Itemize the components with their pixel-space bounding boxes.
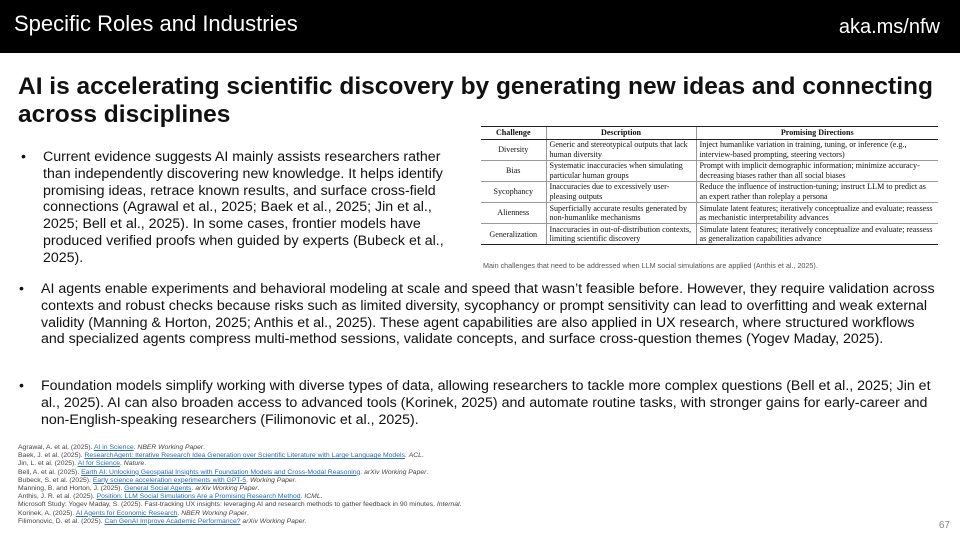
ref-link[interactable]: AI Agents for Economic Research	[75, 509, 178, 517]
header-bar	[0, 0, 960, 53]
ref-venue: NBER Working Paper	[137, 444, 204, 451]
ref-authors: Manning, B. and Horton, J. (2025).	[18, 485, 125, 493]
ref-venue: arXiv Working Paper	[242, 517, 305, 525]
bullet-text: Foundation models simplify working with diverse types of data, allowing researchers to tackle more complex questions (Bell et al., 2025; Jin et al., 2025). AI can also broaden access to advanced tools (Korinek, 2025) and automate routine tasks, with stronger gains for early-career and non-English-speaking researchers (Filimonovic et al., 2025).	[41, 378, 931, 428]
ref-venue: arXiv Working Paper	[195, 485, 258, 493]
ref-end: .	[246, 509, 249, 517]
table-row	[481, 181, 938, 202]
table-row	[481, 139, 938, 160]
ref-authors: Bell, A. et al. (2025).	[18, 468, 82, 476]
challenge-cell: Sycophancy	[481, 181, 546, 202]
column-header: Promising Directions	[696, 127, 938, 140]
reference-item	[18, 493, 718, 501]
ref-sep: .	[191, 485, 196, 493]
challenges-table	[481, 126, 938, 245]
challenge-cell: Alienness	[481, 203, 546, 224]
ref-end: .	[320, 493, 323, 501]
table-caption: Main challenges that need to be addressed when LLM social simulations are applied (Anthis et al., 2025).	[483, 261, 818, 270]
table-row	[481, 160, 938, 181]
reference-item	[18, 510, 718, 518]
table-row	[481, 203, 938, 224]
reference-item	[18, 501, 718, 509]
reference-item	[18, 485, 718, 493]
ref-link[interactable]: Can GenAI Improve Academic Performance?	[104, 517, 241, 525]
section-title: Specific Roles and Industries	[14, 11, 298, 36]
bullet-marker: •	[19, 378, 24, 394]
ref-end: .	[203, 444, 206, 451]
direction-cell: Reduce the influence of instruction-tuning; instruct LLM to predict as an expert rather than roleplay a persona	[696, 181, 938, 202]
bullet-foundation-models	[19, 378, 941, 428]
ref-link[interactable]: AI in Science	[93, 444, 134, 451]
page-number: 67	[938, 520, 950, 531]
bullet-text: Current evidence suggests AI mainly assists researchers rather than independently discovering new knowledge. It helps identify promising ideas, retrace known results, and surface cross-field connections (Agrawal et al., 2025; Baek et al., 2025; Jin et al., 2025; Bell et al., 2025). In some cases, frontier models have produced verified proofs when guided by experts (Bubeck et al., 2025).	[43, 149, 444, 266]
ref-venue: ICML	[304, 493, 321, 501]
challenge-cell: Diversity	[481, 139, 546, 160]
ref-sep: .	[360, 468, 365, 476]
ref-venue: Working Paper	[249, 476, 295, 484]
reference-item	[18, 444, 718, 452]
ref-sep: .	[300, 493, 305, 501]
bullet-text: AI agents enable experiments and behavioral modeling at scale and speed that wasn’t feasible before. However, they require validation across contexts and robust checks because risks such as limited diversity, sycophancy or prompt sensitivity can lead to overfitting and weak external validity (Manning & Horton, 2025; Anthis et al., 2025). These agent capabilities are also applied in UX research, where structured workflows and specialized agents compress multi-method sessions, validate concepts, and surface cross-question themes (Yogev Maday, 2025).	[41, 281, 935, 348]
reference-item	[18, 477, 718, 485]
ref-end: .	[421, 452, 424, 460]
references-list	[18, 444, 718, 526]
ref-sep: .	[120, 460, 124, 468]
ref-venue: arXiv Working Paper	[364, 468, 427, 476]
ref-venue: ACL	[408, 452, 422, 460]
ref-link[interactable]: Position: LLM Social Simulations Are a Promising Research Method	[96, 493, 301, 501]
slide-headline: AI is accelerating scientific discovery by generating new ideas and connecting across disciplines	[18, 73, 933, 128]
ref-link[interactable]: ResearchAgent: Iterative Research Idea Generation over Scientific Literature with Large Language Models	[84, 452, 405, 460]
ref-sep: .	[177, 509, 182, 517]
short-link[interactable]: aka.ms/nfw	[838, 16, 940, 38]
ref-end: .	[144, 460, 147, 468]
challenge-cell: Bias	[481, 160, 546, 181]
reference-item	[18, 469, 718, 477]
bullet-marker: •	[21, 149, 26, 165]
reference-item	[18, 460, 718, 468]
column-header: Description	[546, 127, 696, 140]
challenge-cell: Generalization	[481, 224, 546, 245]
description-cell: Inaccuracies due to excessively user-pleasing outputs	[546, 181, 696, 202]
reference-item	[18, 518, 718, 526]
ref-sep: .	[133, 444, 138, 451]
ref-link[interactable]: Early science acceleration experiments with GPT-5	[92, 476, 247, 484]
table-row	[481, 224, 938, 245]
reference-item	[18, 452, 718, 460]
ref-authors: Bubeck, S. et al. (2025).	[18, 476, 93, 484]
ref-venue: Nature	[123, 460, 145, 468]
direction-cell: Inject humanlike variation in training, tuning, or inference (e.g., interview-based prompting, steering vectors)	[696, 139, 938, 160]
bullet-ai-agents	[19, 281, 941, 348]
description-cell: Systematic inaccuracies when simulating particular human groups	[546, 160, 696, 181]
ref-authors: Filimonovic, D. et al. (2025).	[18, 517, 105, 525]
bullet-current-evidence	[21, 149, 453, 267]
ref-end: .	[459, 501, 462, 509]
table-header-row	[481, 127, 938, 140]
ref-authors: Microsoft Study: Yogev Maday, S. (2025). Fast-tracking UX insights: leveraging AI and research methods to gather feedback in 90 minutes.	[18, 501, 437, 509]
direction-cell: Prompt with implicit demographic information; minimize accuracy-decreasing biases rather than all social biases	[696, 160, 938, 181]
ref-sep: .	[246, 476, 250, 484]
ref-end: .	[426, 468, 429, 476]
ref-venue: Internal	[436, 501, 460, 509]
description-cell: Generic and stereotypical outputs that lack human diversity	[546, 139, 696, 160]
ref-authors: Baek, J. et al. (2025).	[18, 452, 85, 460]
direction-cell: Simulate latent features; iteratively conceptualize and evaluate; reassess as generalization capabilities advance	[696, 224, 938, 245]
ref-venue: NBER Working Paper	[181, 509, 247, 517]
ref-end: .	[304, 517, 307, 525]
ref-authors: Korinek, A. (2025).	[18, 509, 76, 517]
ref-sep: .	[404, 452, 409, 460]
ref-link[interactable]: AI for Science	[77, 460, 121, 468]
ref-authors: Anthis, J. R. et al. (2025).	[18, 493, 97, 501]
direction-cell: Simulate latent features; iteratively conceptualize and evaluate; reassess as mechanistic interpretability advances	[696, 203, 938, 224]
column-header: Challenge	[481, 127, 546, 140]
ref-end: .	[294, 476, 297, 484]
description-cell: Superficially accurate results generated by non-humanlike mechanisms	[546, 203, 696, 224]
ref-authors: Jin, L. et al. (2025).	[18, 460, 78, 468]
description-cell: Inaccuracies in out-of-distribution contexts, limiting scientific discovery	[546, 224, 696, 245]
ref-authors: Agrawal, A. et al. (2025).	[18, 444, 94, 451]
ref-link[interactable]: General Social Agents	[124, 485, 192, 493]
ref-end: .	[257, 485, 260, 493]
ref-link[interactable]: Earth AI: Unlocking Geospatial Insights with Foundation Models and Cross-Modal Reasoning	[81, 468, 361, 476]
bullet-marker: •	[19, 281, 24, 297]
